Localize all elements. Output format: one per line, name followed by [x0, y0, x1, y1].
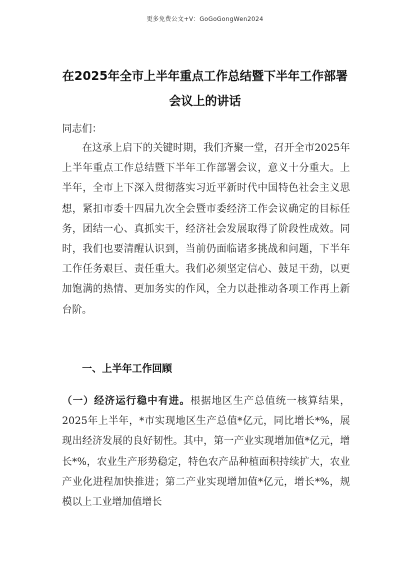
- section-heading: 一、上半年工作回顾: [82, 364, 172, 375]
- paragraph-intro: [62, 139, 350, 321]
- paragraph-intro-text: 在这承上启下的关键时期，我们齐聚一堂，召开全市2025年上半年重点工作总结暨下半年工作部署会议，意义十分重大。上半年，全市上下深入贯彻落实习近平新时代中国特色社会主义思想，紧扣市委十四届九次全会暨市委经济工作会议确定的目标任务，团结一心、真抓实干，经济社会发展取得了阶段性成效。同时，我们也要清醒认识到，当前仍面临诸多挑战和问题，下半年工作任务艰巨、责任重大。我们必须坚定信心、鼓足干劲，以更加饱满的热情、更加务实的作风，全力以赴推动各项工作再上新台阶。: [62, 143, 350, 316]
- document-title: 在2025年全市上半年重点工作总结暨下半年工作部署会议上的讲话: [62, 69, 348, 108]
- salutation: 同志们：: [62, 124, 102, 135]
- header-promo-note: 更多免费公文+V：GoGoGongWen2024: [146, 16, 264, 23]
- paragraph-economy: [62, 392, 350, 513]
- subsection-lead: （一）经济运行稳中有进。: [62, 396, 191, 407]
- paragraph-economy-text: 根据地区生产总值统一核算结果，2025年上半年，*市实现地区生产总值*亿元，同比增长*%，展现出经济发展的良好韧性。其中，第一产业实现增加值*亿元，增长*%，农业生产形势稳定，特色农产品种植面积持续扩大，农业产业化进程加快推进；第二产业实现增加值*亿元，增长*%，规模以上工业增加值增长: [62, 396, 351, 509]
